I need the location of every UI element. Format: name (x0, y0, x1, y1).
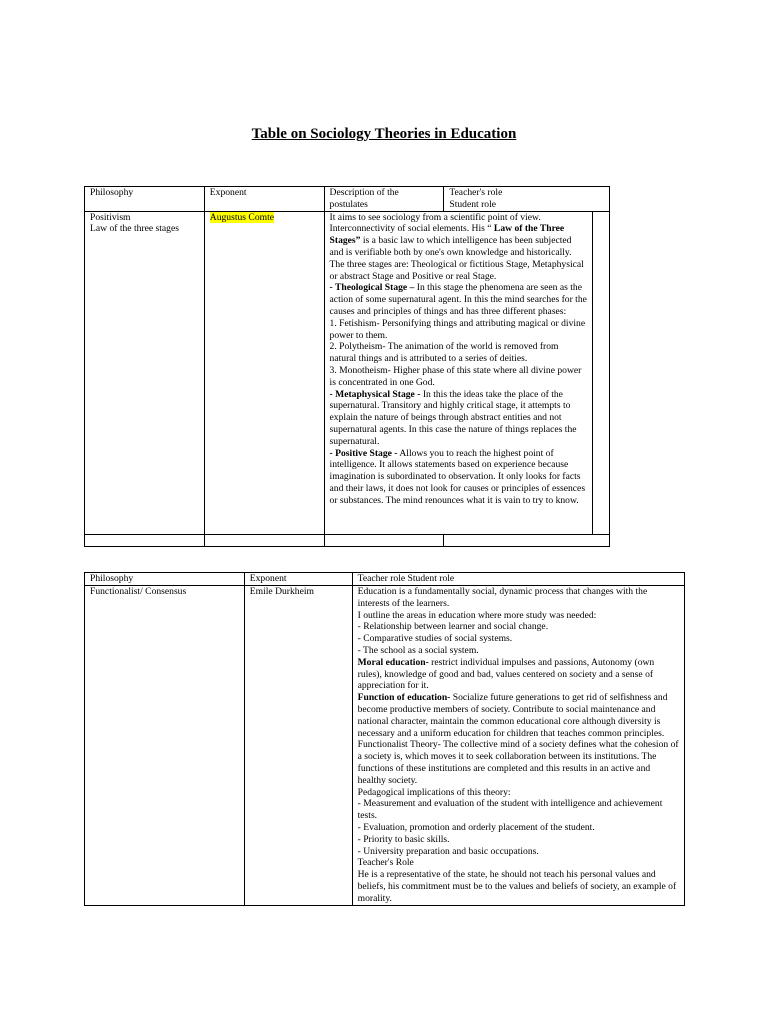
text-line: Functionalist Theory- The collective mind of a society defines what the cohesion of a society is, which moves it to seek collaboration between its institutions. The functions of these institutions are completed and this results in an active and healthy society. (357, 739, 679, 786)
philosophy-subtitle: Law of the three stages (90, 223, 179, 235)
phase-polytheism: 2. Polytheism- The animation of the world is removed from natural things and is attributed to a series of deities. (329, 341, 559, 365)
empty-cell (592, 211, 609, 534)
text-line: Teacher's Role (357, 857, 414, 869)
exponent-cell: Emile Durkheim (244, 586, 352, 906)
table-header-row (85, 187, 610, 212)
text-line: He is a representative of the state, he should not teach his personal values and beliefs, his commitment must be to the values and beliefs of society, an example of morality. (357, 869, 677, 904)
moral-education: Moral education- restrict individual impulses and passions, Autonomy (own rules), knowledge of good and bad, values centered on society and a sense of appreciation for it. (357, 656, 655, 692)
philosophy-name: Positivism (90, 211, 131, 223)
header-student-role: Student role (449, 198, 496, 210)
metaphysical-stage: - Metaphysical Stage - In this the ideas take the place of the supernatural. Transitory and highly critical stage, it attempts to explain the nature of beings through abstract entities and not supernatural agents. In this case the nature of things replaces the supernatural. (329, 388, 577, 447)
list-item: - Priority to basic skills. (357, 833, 450, 845)
list-item: - Evaluation, promotion and orderly placement of the student. (357, 821, 595, 833)
list-item: - Measurement and evaluation of the student with intelligence and achievement tests. (357, 798, 663, 822)
empty-row (85, 534, 610, 546)
comte-table (84, 186, 610, 547)
exponent-cell (204, 211, 324, 534)
positive-stage: - Positive Stage - Allows you to reach the highest point of intelligence. It allows statements based on experience because imagination is subordinated to observation. It only looks for facts and their laws, it does not look for causes or principles of essences or substances. The mind renounces what it is vain to try to know. (329, 447, 586, 506)
header-exponent: Exponent (204, 187, 324, 212)
text-line: I outline the areas in education where more study was needed: (357, 609, 597, 621)
philosophy-cell (85, 211, 205, 534)
page-title: Table on Sociology Theories in Education (251, 126, 517, 142)
text-line: Education is a fundamentally social, dynamic process that changes with the interests of the learners. (357, 586, 648, 609)
durkheim-table (84, 572, 685, 906)
list-item: - Relationship between learner and social change. (357, 621, 549, 633)
theological-stage: - Theological Stage – In this stage the phenomena are seen as the action of some supernatural agent. In this the mind searches for the causes and principles of things and has three different phases: (329, 282, 587, 317)
header-exponent: Exponent (244, 573, 352, 586)
list-item: - Comparative studies of social systems. (357, 633, 513, 645)
header-roles: Teacher role Student role (352, 573, 684, 586)
text-line: Pedagogical implications of this theory: (357, 786, 511, 798)
description-cell (324, 211, 592, 534)
table-row (85, 211, 610, 534)
phase-monotheism: 3. Monotheism- Higher phase of this state where all divine power is concentrated in one God. (329, 364, 582, 388)
list-item: - The school as a social system. (357, 644, 479, 656)
function-of-education: Function of education- Socialize future generations to get rid of selfishness and become productive members of society. Contribute to social maintenance and national character, maintain the common educational core although diversity is necessary and a uniform education for children that teaches common principles. (357, 692, 668, 739)
roles-cell (352, 586, 684, 906)
exponent-name: Augustus Comte (209, 211, 275, 223)
header-philosophy: Philosophy (85, 187, 205, 212)
header-teacher-role: Teacher's role (449, 187, 503, 198)
philosophy-cell: Functionalist/ Consensus (85, 586, 245, 906)
header-roles (444, 187, 610, 212)
header-philosophy: Philosophy (85, 573, 245, 586)
phase-fetishism: 1. Fetishism- Personifying things and attributing magical or divine power to them. (329, 317, 586, 341)
header-description: Description of the postulates (324, 187, 444, 212)
table-header-row (85, 573, 685, 586)
table-row (85, 586, 685, 906)
description-intro: It aims to see sociology from a scientific point of view. Interconnectivity of social elements. His “ Law of the Three Stages” is a basic law to which intelligence has been subjected and is verifiable both by one's own knowledge and historically. The three stages are: Theological or fictitious Stage, Metaphysical or abstract Stage and Positive or real Stage. (329, 211, 584, 282)
list-item: - University preparation and basic occupations. (357, 845, 539, 857)
